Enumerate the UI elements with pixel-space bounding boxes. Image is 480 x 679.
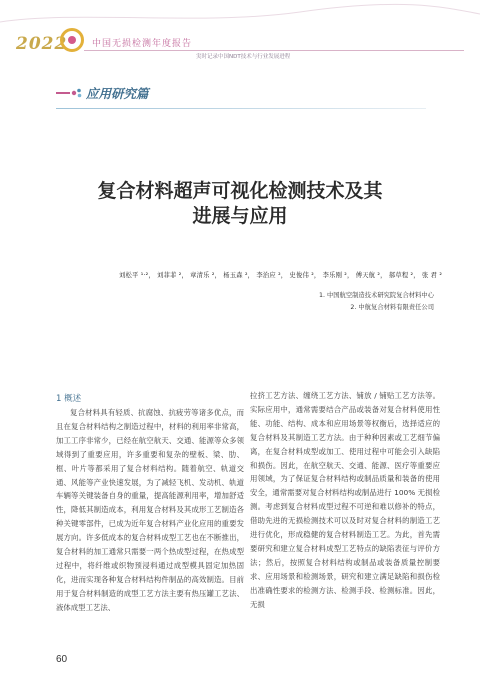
page-number: 60 xyxy=(56,654,68,665)
section-tag xyxy=(56,84,196,102)
report-year: 2022 xyxy=(16,34,68,54)
affiliation-2: 2. 中航复合材料有限责任公司 xyxy=(350,304,434,311)
section-tag-line xyxy=(56,92,70,94)
report-logo-icon xyxy=(60,28,84,52)
body-paragraph-left: 复合材料具有轻质、抗腐蚀、抗疲劳等诸多优点，而且在复合材料结构之制造过程中，材料的利用率非常高，加工工序非常少，已经在航空航天、交通、能源等众多领域得到了重要应用，许多重要和复杂的壁板、梁、肋、框、叶片等都采用了复合材料结构。随着航空、轨道交通、风能等产业快速发展，为了减轻飞机、发动机、轨道车辆等关键装备自身的重量，提高能源利用率，增加舒适性，降低其制造成本，利用复合材料及其成形工艺制造各种关键零部件，已成为近年复合材料产业化应用的重要发展方向。许多低成本的复合材料成型工艺也在不断推出，复合材料的加工通常只需要一两个热成型过程，在热成型过程中，将纤维或织物预浸料通过成型模具固定加热固化，进而实现各种复合材料结构件制品的高效制造。目前用于复合材料制造的成型工艺方法主要有热压罐工艺法、液体成型工艺法、 xyxy=(56,408,244,612)
affiliation-1: 1. 中国航空制造技术研究院复合材料中心 xyxy=(318,292,434,299)
article-authors: 刘松平 ¹·²， 刘菲菲 ²， 章清乐 ²， 杨玉森 ²， 李治应 ²， 史俊伟 ²， 李乐刚 ²， 傅天航 ²， 郝草程 ²， 张 君 ² xyxy=(119,272,443,279)
header-divider xyxy=(84,50,464,51)
article-title-line-2: 进展与应用 xyxy=(192,205,288,227)
report-subtitle: 実时记录中国NDT技术与行业发展进程 xyxy=(196,54,291,60)
section-tag-dots-icon xyxy=(71,87,83,99)
report-title: 中国无损检测年度报告 xyxy=(92,39,193,49)
page-header xyxy=(0,0,480,70)
section-rule xyxy=(56,108,426,109)
header-swoosh-decoration xyxy=(0,0,480,28)
article-title-line-1: 复合材料超声可视化检测技术及其 xyxy=(97,180,383,202)
section-label: 应用研究篇 xyxy=(86,86,149,101)
body-column-left xyxy=(56,406,244,646)
body-column-right xyxy=(250,389,440,645)
section-heading: 1 概述 xyxy=(56,394,82,404)
body-paragraph-right: 拉挤工艺方法、缠绕工艺方法、铺放 / 铺贴工艺方法等。实际应用中，通常需要结合产品或装备对复合材料使用性能、功能、结构、成本和应用场景等权衡后，选择适应的复合材料及其制造工艺方法。由于种种因素或工艺细节偏离，在复合材料成型或加工、使用过程中可能会引入缺陷和损伤。因此，在航空航天、交通、能源、医疗等重要应用领域，为了保证复合材料结构或制品质量和装备的使用安全，通常需要对复合材料结构或制品进行 100% 无损检测。考虑到复合材料成型过程不可逆和难以修补的特点，借助先进的无损检测技术可以及时对复合材料的制造工艺进行优化，形成稳健的复合材料制造工艺。为此，首先需要研究和建立复合材料成型工艺特点的缺陷表征与评价方法；然后，按照复合材料结构或制品或装备质量控制要求、应用场景和检测场景，研究和建立满足缺陷和损伤检出准确性要求的检测方法、检测手段、检测标准。因此，无损 xyxy=(250,391,440,609)
